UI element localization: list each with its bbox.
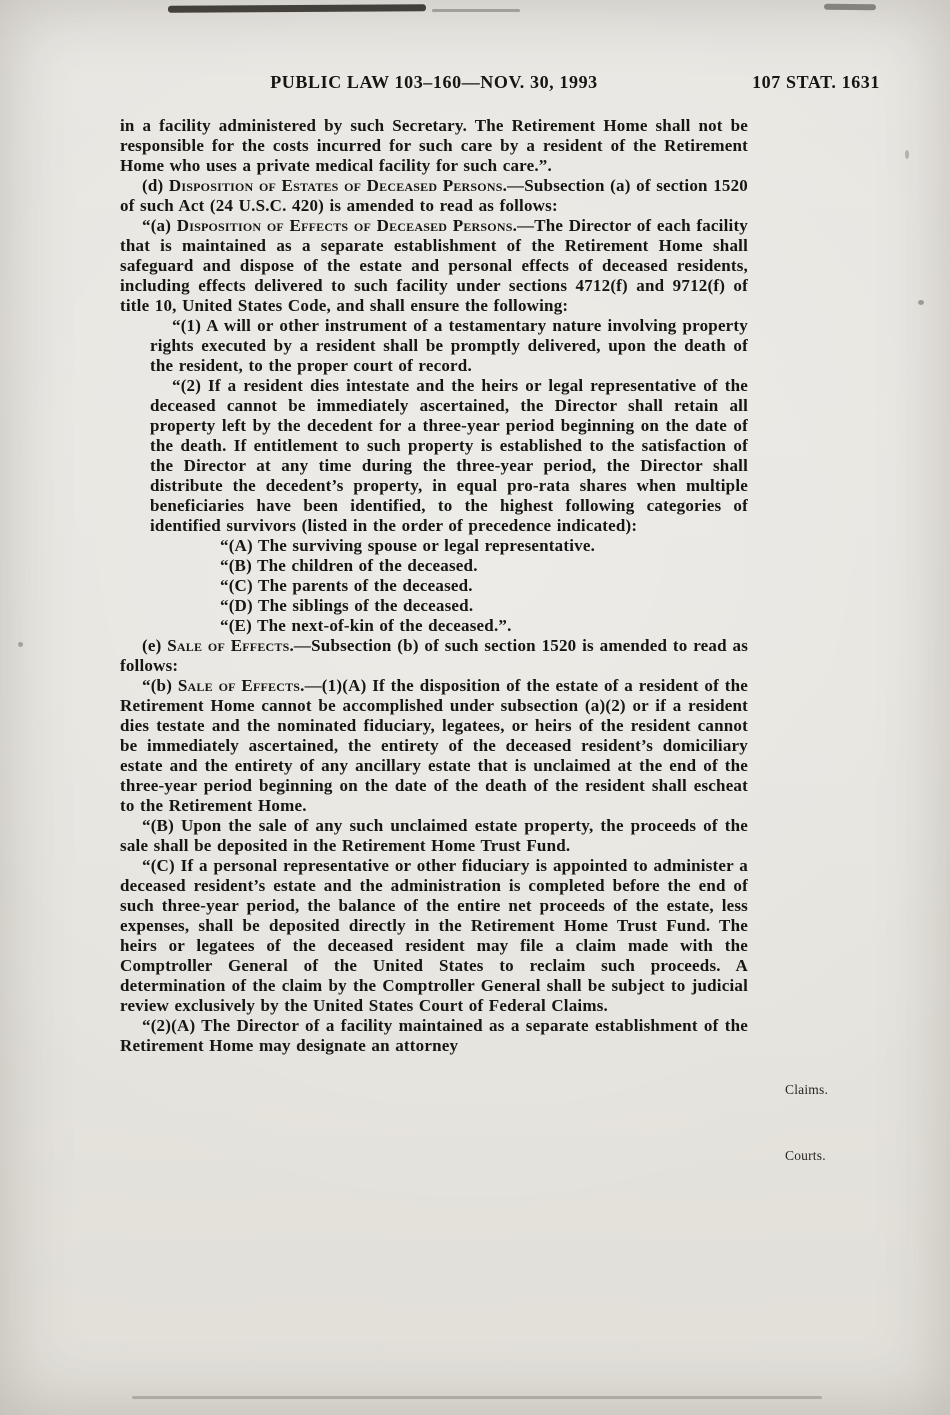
paragraph — [220, 536, 748, 556]
paragraph — [120, 116, 748, 176]
paragraph — [120, 1016, 748, 1056]
text-run: .—Subsection (b) of such section 1520 is amended to read as follows: — [120, 636, 749, 675]
small-caps-heading-run: Sale of Effects — [167, 636, 290, 655]
text-run: “(B) The children of the deceased. — [220, 556, 478, 575]
paragraph — [120, 856, 748, 1016]
paragraph — [220, 556, 748, 576]
text-run: “(2) If a resident dies intestate and the heirs or legal representative of the deceased cannot be immediately ascertained, the Director shall retain all property left by the decedent for a three-year period beginning on the date of the death. If entitlement to such property is established to the satisfaction of the Director at any time during the three-year period, the Director shall distribute the decedent’s property, in equal pro-rata shares when multiple beneficiaries have been identified, to the highest following categories of identified survivors (listed in the order of precedence indicated): — [150, 376, 748, 535]
text-run: (d) — [142, 176, 169, 195]
paragraph — [120, 676, 748, 816]
paragraph — [150, 316, 748, 376]
text-run: “(2)(A) The Director of a facility maintained as a separate establishment of the Retirement Home may designate an attorney — [120, 1016, 748, 1055]
text-run: .—Subsection (a) of section 1520 of such Act (24 U.S.C. 420) is amended to read as follows: — [120, 176, 749, 215]
text-run: “(1) A will or other instrument of a testamentary nature involving property rights executed by a resident shall be promptly delivered, upon the death of the resident, to the proper court of record. — [150, 316, 748, 375]
text-run: “(A) The surviving spouse or legal representative. — [220, 536, 596, 555]
text-run: “(C) The parents of the deceased. — [220, 576, 473, 595]
text-run: (e) — [142, 636, 168, 655]
margin-note-claims: Claims. — [785, 1082, 829, 1097]
text-run: “(D) The siblings of the deceased. — [220, 596, 474, 615]
paragraph — [120, 176, 748, 216]
scan-artifact — [168, 4, 426, 13]
text-run: .—(1)(A) If the disposition of the estate of a resident of the Retirement Home cannot be accomplished under subsection (a)(2) or if a resident dies testate and the nominated fiduciary, legatees, or heirs of the resident cannot be immediately ascertained, the entirety of the deceased resident’s domiciliary estate and the entirety of any ancillary estate that is unclaimed at the end of the three-year period beginning on the date of the death of the resident shall escheat to the Retirement Home. — [120, 676, 748, 815]
text-run: “(C) If a personal representative or other fiduciary is appointed to administer a deceased resident’s estate and the administration is completed before the end of such three-year period, the balance of the entire net proceeds of the estate, less expenses, shall be deposited directly in the Retirement Home Trust Fund. The heirs or legatees of the deceased resident may file a claim made with the Comptroller General of the United States to reclaim such proceeds. A determination of the claim by the Comptroller General shall be subject to judicial review exclusively by the United States Court of Federal Claims. — [120, 856, 748, 1015]
small-caps-heading-run: Disposition of Estates of Deceased Persons — [168, 176, 503, 195]
paragraph — [120, 216, 748, 316]
scan-artifact — [905, 150, 909, 159]
header-stat-number: 107 STAT. 1631 — [752, 72, 880, 92]
text-run: “(E) The next-of-kin of the deceased.”. — [220, 616, 512, 635]
text-run: .—The Director of each facility that is maintained as a separate establishment of the Retirement Home shall safeguard and dispose of the estate and personal effects of deceased residents, including effects delivered to such facility under sections 4712(f) and 9712(f) of title 10, United States Code, and shall ensure the following: — [120, 216, 749, 315]
text-run: in a facility administered by such Secretary. The Retirement Home shall not be responsible for the costs incurred for such care by a resident of the Retirement Home who uses a private medical facility for such care.”. — [120, 116, 748, 175]
paragraph — [120, 816, 748, 856]
scan-artifact — [18, 642, 23, 647]
scan-artifact — [824, 4, 876, 11]
text-run: “(b) — [142, 676, 178, 695]
paragraph — [120, 636, 748, 676]
paragraph — [220, 596, 748, 616]
paragraph — [220, 576, 748, 596]
text-run: “(a) — [142, 216, 177, 235]
paragraph — [220, 616, 748, 636]
margin-note-courts: Courts. — [785, 1148, 826, 1163]
scan-artifact — [432, 9, 520, 12]
text-run: “(B) Upon the sale of any such unclaimed estate property, the proceeds of the sale shall be deposited in the Retirement Home Trust Fund. — [120, 816, 748, 855]
small-caps-heading-run: Disposition of Effects of Deceased Persons — [176, 216, 513, 235]
scan-artifact — [132, 1396, 822, 1399]
page-header — [120, 72, 880, 98]
paragraph — [150, 376, 748, 536]
scan-artifact — [918, 300, 924, 305]
small-caps-heading-run: Sale of Effects — [177, 676, 301, 695]
statute-text — [120, 116, 748, 1056]
header-law-title: PUBLIC LAW 103–160—NOV. 30, 1993 — [270, 72, 598, 92]
